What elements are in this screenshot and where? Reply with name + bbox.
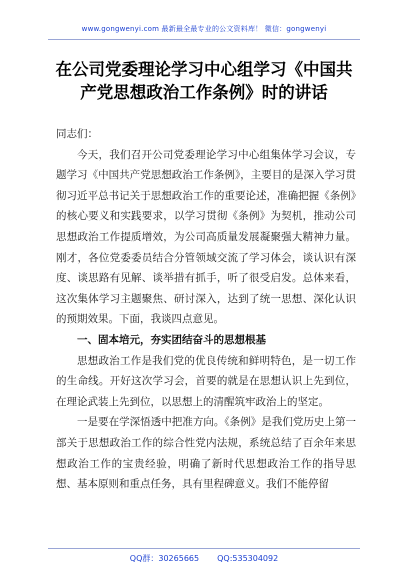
title-line-2: 产党思想政治工作条例》时的讲话 [80,83,328,102]
paragraph-section-1: 思想政治工作是我们党的优良传统和鲜明特色，是一切工作的生命线。开好这次学习会，首要的就是在思想认识上先到位，在理论武装上先到位，以思想上的清醒筑牢政治上的坚定。 [56,354,356,408]
page-footer [0,553,408,567]
salutation: 同志们： [56,128,98,140]
document-body [56,124,356,495]
footer-divider [48,548,360,549]
page-header [0,0,408,44]
section-heading-1: 一、固本培元，夯实团结奋斗的思想根基 [77,333,266,346]
header-divider [48,39,360,40]
title-line-1: 在公司党委理论学习中心组学习《中国共 [55,60,353,79]
paragraph-point-1: 一是要在学深悟透中把准方向。《条例》是我们党历史上第一部关于思想政治工作的综合性党内法规，系统总结了百余年来思想政治工作的宝贵经验，明确了新时代思想政治工作的指导思想、基本原则和重点任务，具有里程碑意义。我们不能停留 [56,416,356,491]
header-website-text: www.gongwenyi.com 最新最全最专业的公文资料库！ 微信：gongwenyi [81,25,327,33]
document-title [40,58,368,104]
footer-qq: QQ:535304092 [217,554,279,563]
footer-qq-group: QQ群：30265665 [129,554,200,563]
paragraph-intro: 今天，我们召开公司党委理论学习中心组集体学习会议，专题学习《中国共产党思想政治工作条例》，主要目的是深入学习贯彻习近平总书记关于思想政治工作的重要论述，准确把握《条例》的核心要义和实践要求，以学习贯彻《条例》为契机，推动公司思想政治工作提质增效，为公司高质量发展凝聚强大精神力量。刚才，各位党委委员结合分管领域交流了学习体会，谈认识有深度、谈思路有见解、谈举措有抓手，听了很受启发。总体来看，这次集体学习主题聚焦、研讨深入，达到了统一思想、深化认识的预期效果。下面，我谈四点意见。 [56,148,356,326]
